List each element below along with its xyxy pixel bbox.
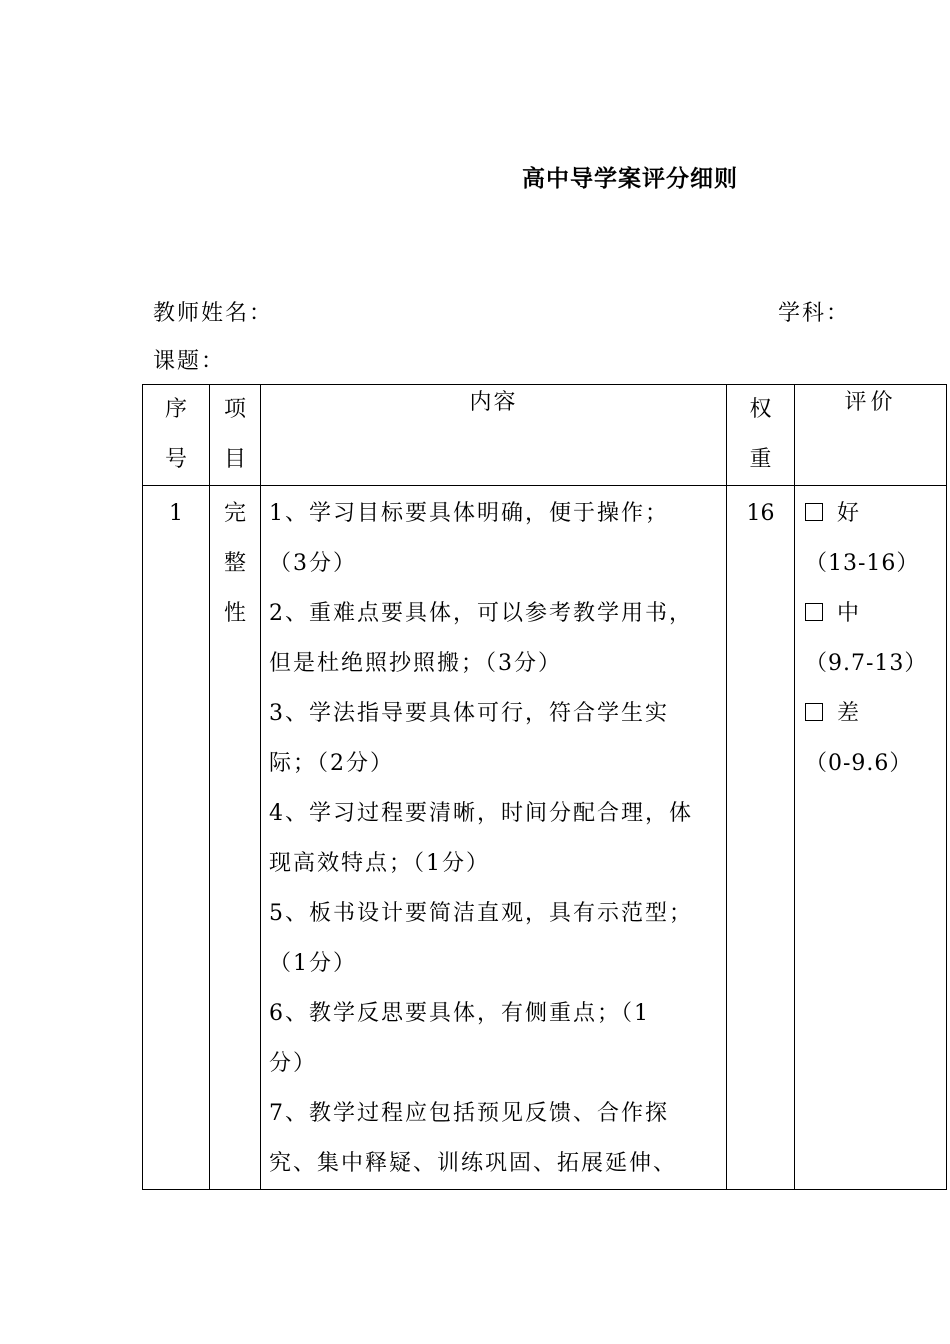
content-line: 7、教学过程应包括预见反馈、合作探 xyxy=(269,1101,669,1126)
content-line: 5、板书设计要简洁直观，具有示范型； xyxy=(269,901,693,926)
evaluation-range: （13-16） xyxy=(805,551,920,576)
content-line: （3分） xyxy=(269,551,357,576)
header-weight xyxy=(727,385,795,486)
row-weight-cell xyxy=(727,486,795,1190)
row-item-char: 整 xyxy=(223,551,246,576)
header-item xyxy=(210,385,261,486)
teacher-name-label: 教师姓名： xyxy=(153,301,274,326)
row-item-char: 性 xyxy=(223,601,246,626)
checkbox-icon[interactable] xyxy=(805,603,823,621)
evaluation-range: （9.7-13） xyxy=(805,651,928,676)
row-evaluation-cell xyxy=(795,486,947,1190)
header-content: 内容 xyxy=(261,385,727,486)
content-line: 3、学法指导要具体可行，符合学生实 xyxy=(269,701,669,726)
evaluation-option-medium[interactable] xyxy=(805,589,946,639)
header-weight-char: 重 xyxy=(749,447,772,472)
checkbox-icon[interactable] xyxy=(805,503,823,521)
evaluation-range: （0-9.6） xyxy=(805,751,913,776)
header-item-char: 项 xyxy=(223,397,246,422)
row-seq: 1 xyxy=(169,501,183,526)
content-line: 6、教学反思要具体，有侧重点；（1 xyxy=(269,1001,650,1026)
header-item-char: 目 xyxy=(223,447,246,472)
content-line: 究、集中释疑、训练巩固、拓展延伸、 xyxy=(269,1151,678,1176)
content-line: 2、重难点要具体，可以参考教学用书， xyxy=(269,601,693,626)
header-seq-char: 号 xyxy=(164,447,187,472)
content-line: 际；（2分） xyxy=(269,751,394,776)
evaluation-label: 中 xyxy=(837,601,861,626)
content-line: 分） xyxy=(269,1051,318,1076)
row-item-char: 完 xyxy=(223,501,246,526)
header-seq xyxy=(143,385,210,486)
evaluation-label: 差 xyxy=(837,701,861,726)
evaluation-option-good[interactable] xyxy=(805,489,946,539)
content-line: 但是杜绝照抄照搬；（3分） xyxy=(269,651,562,676)
topic-label: 课题： xyxy=(153,349,226,374)
subject-label: 学科： xyxy=(778,301,851,326)
content-line: （1分） xyxy=(269,951,357,976)
header-evaluation: 评价 xyxy=(795,385,947,486)
row-item-cell xyxy=(210,486,261,1190)
content-line: 1、学习目标要具体明确，便于操作； xyxy=(269,501,669,526)
header-seq-char: 序 xyxy=(164,397,187,422)
row-seq-cell xyxy=(143,486,210,1190)
row-content-cell xyxy=(261,486,727,1190)
evaluation-option-poor[interactable] xyxy=(805,689,946,739)
row-weight: 16 xyxy=(746,501,775,526)
table-row xyxy=(143,486,947,1190)
content-line: 现高效特点；（1分） xyxy=(269,851,490,876)
checkbox-icon[interactable] xyxy=(805,703,823,721)
document-title: 高中导学案评分细则 xyxy=(522,166,738,192)
scoring-table xyxy=(142,384,947,1190)
header-weight-char: 权 xyxy=(749,397,772,422)
evaluation-label: 好 xyxy=(837,501,861,526)
table-header-row xyxy=(143,385,947,486)
content-line: 4、学习过程要清晰，时间分配合理，体 xyxy=(269,801,693,826)
